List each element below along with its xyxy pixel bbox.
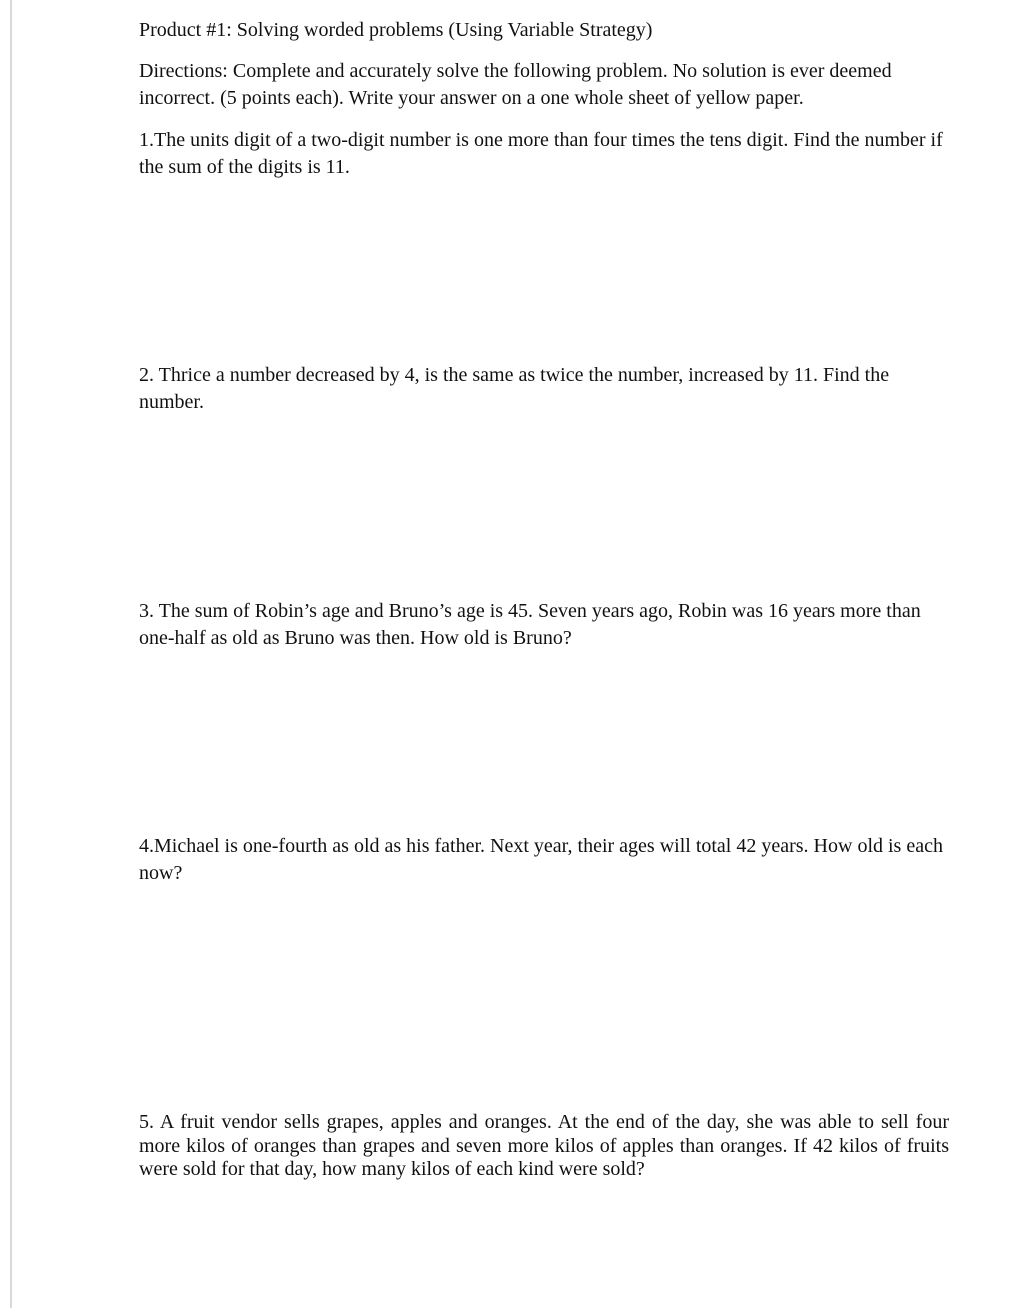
directions-paragraph: Directions: Complete and accurately solve the following problem. No solution is ever deemed incorrect. (5 points each). Write your answer on a one whole sheet of yellow paper. bbox=[139, 60, 892, 109]
problem-3: 3. The sum of Robin’s age and Bruno’s age is 45. Seven years ago, Robin was 16 years more than one-half as old as Bruno was then. How old is Bruno? bbox=[139, 600, 921, 649]
problem-1: 1.The units digit of a two-digit number is one more than four times the tens digit. Find the number if the sum of the digits is 11. bbox=[139, 129, 943, 178]
problem-2: 2. Thrice a number decreased by 4, is the same as twice the number, increased by 11. Find the number. bbox=[139, 364, 890, 413]
problem-5: 5. A fruit vendor sells grapes, apples and oranges. At the end of the day, she was able to sell four more kilos of oranges than grapes and seven more kilos of apples than oranges. If 42 kilos of fruits were sold for that day, how many kilos of each kind were sold? bbox=[139, 1111, 949, 1180]
problem-4: 4.Michael is one-fourth as old as his father. Next year, their ages will total 42 years. How old is each now? bbox=[139, 835, 943, 884]
page-edge bbox=[10, 0, 12, 1308]
worksheet-title: Product #1: Solving worded problems (Using Variable Strategy) bbox=[139, 19, 653, 41]
